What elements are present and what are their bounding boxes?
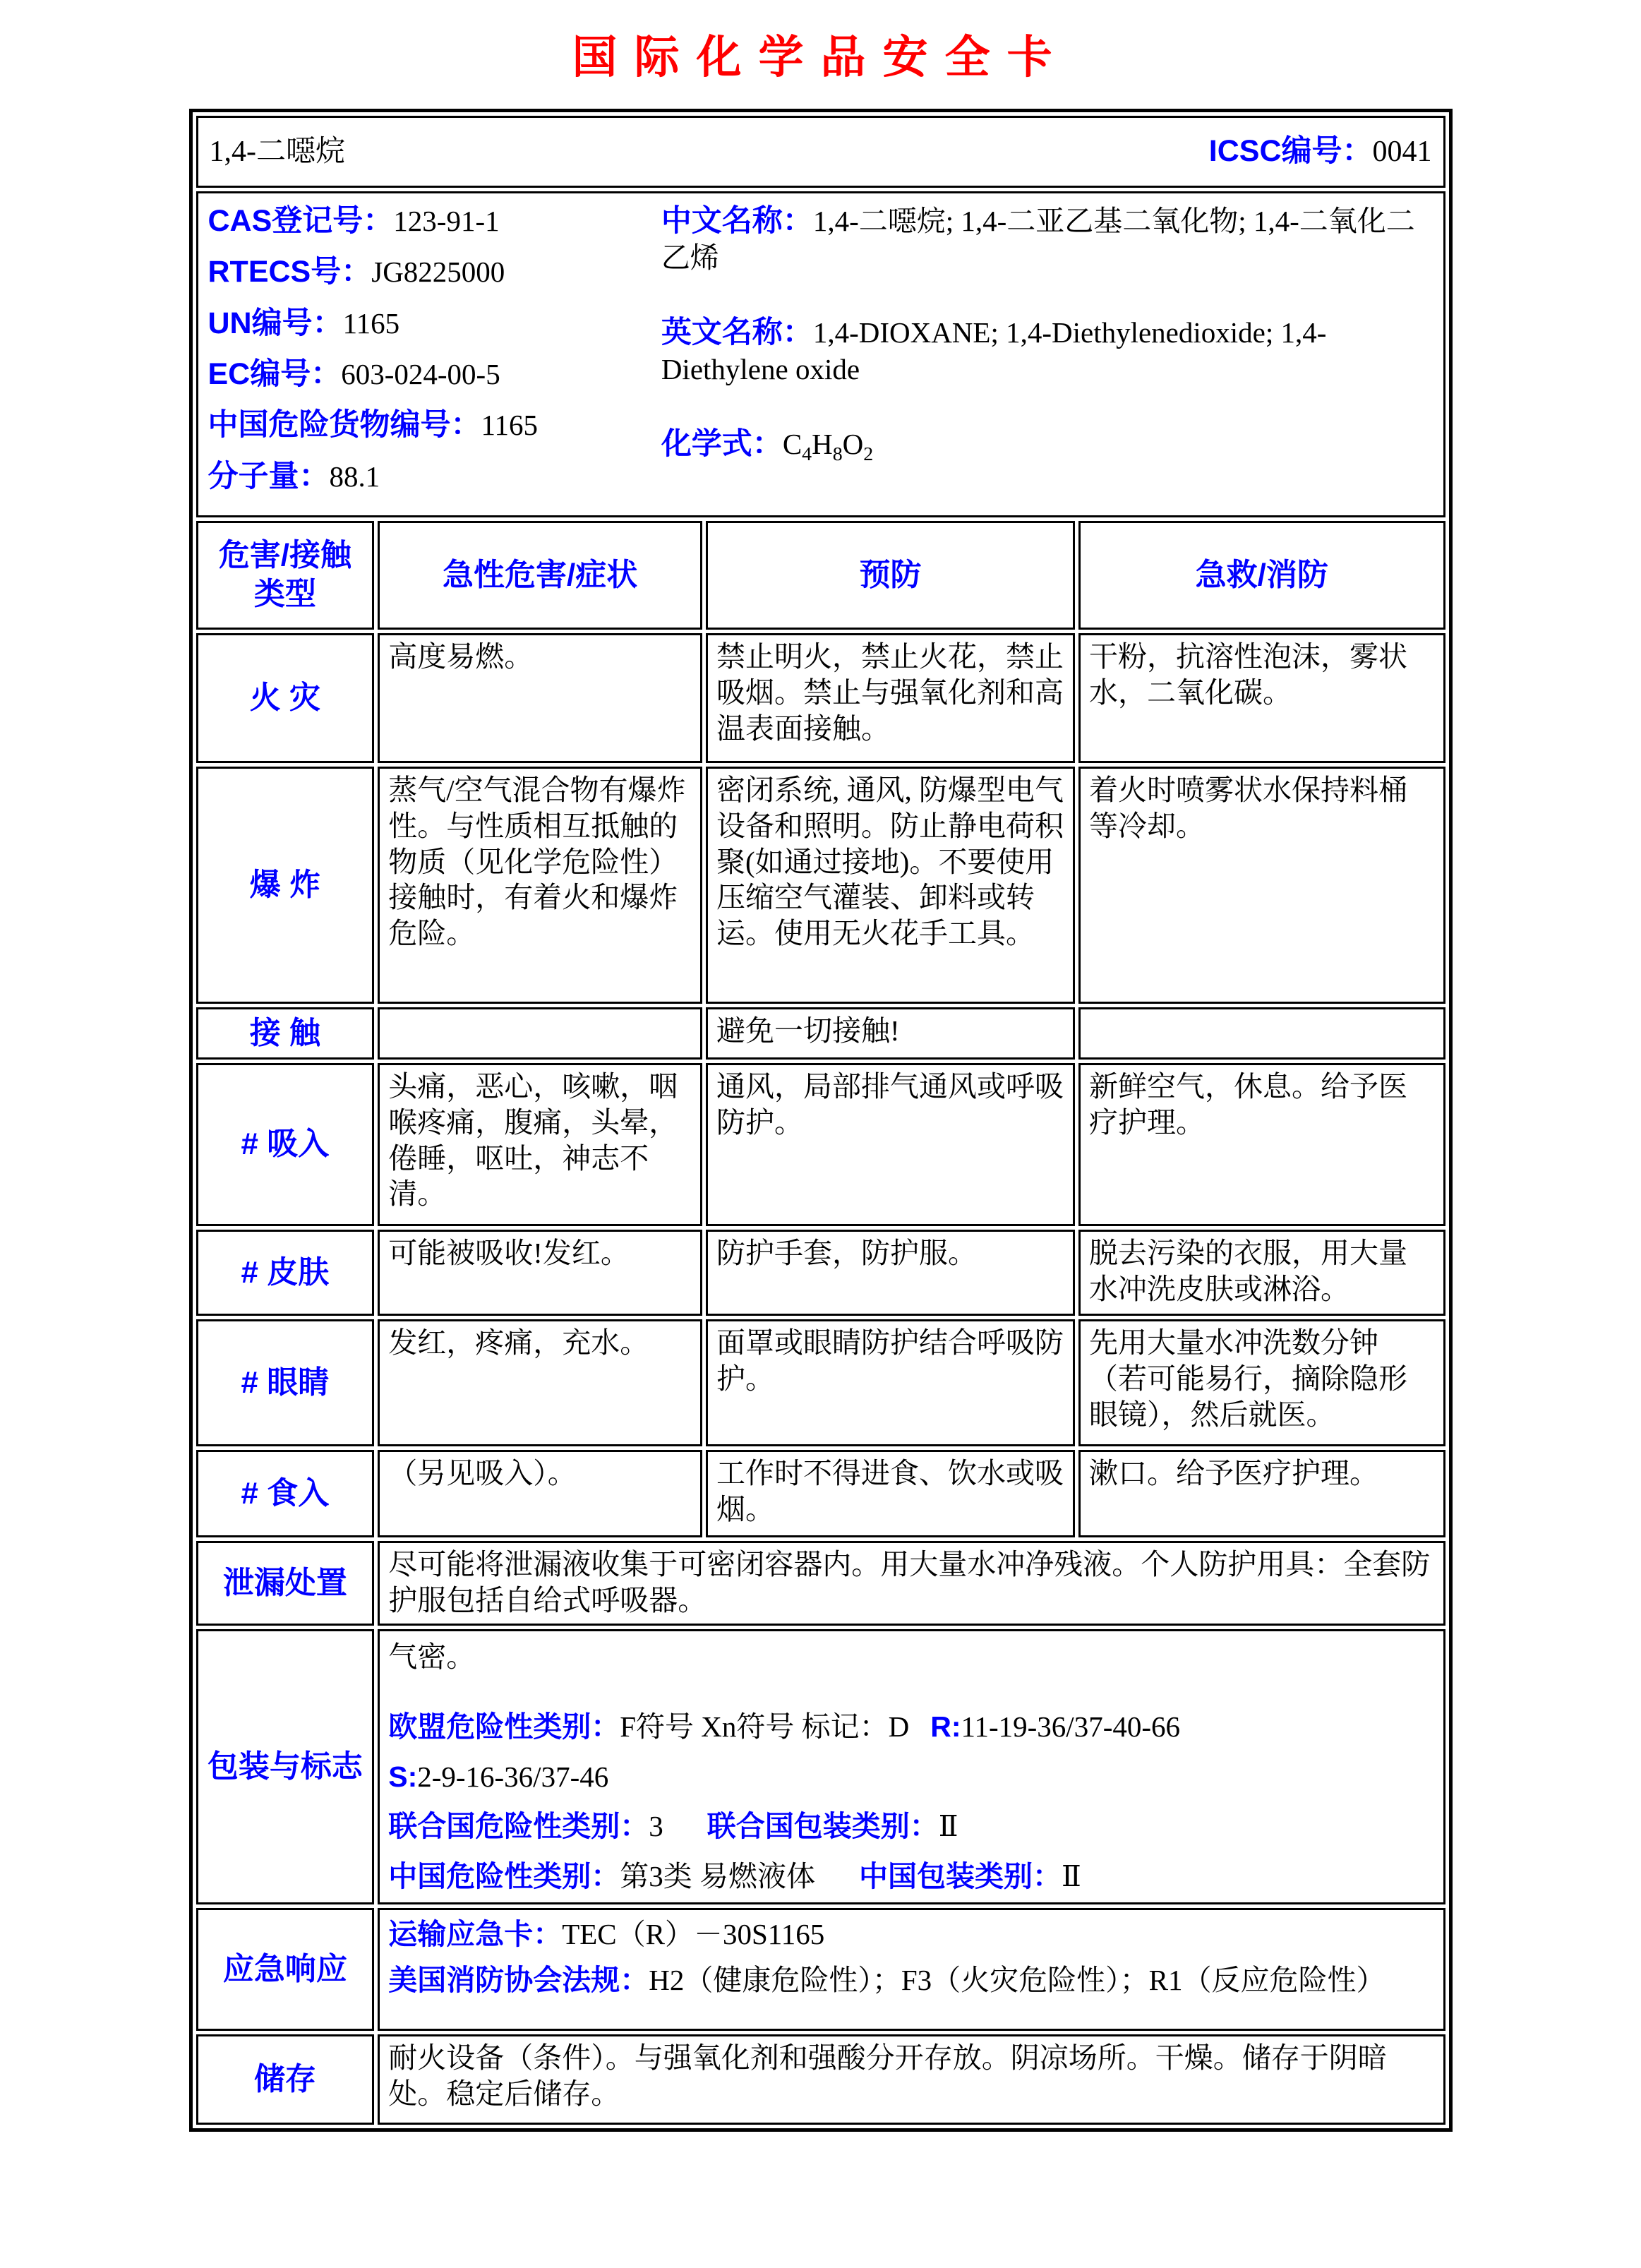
eyes-firstaid-cell: 先用大量水冲洗数分钟（若可能易行，摘除隐形眼镜），然后就医。: [1078, 1319, 1445, 1446]
fire-row-label: 火 灾: [196, 633, 375, 763]
skin-hazard-cell: 可能被吸收!发红。: [378, 1230, 702, 1316]
row-packaging-labelling: [196, 1629, 1445, 1904]
icsc-number-value: 0041: [1372, 136, 1432, 169]
icsc-card: [189, 109, 1453, 2132]
r-phrases-label: R:: [930, 1710, 961, 1743]
english-name: [661, 314, 1433, 388]
name-list: [661, 203, 1433, 509]
un-hazard-class-value: 3: [649, 1810, 663, 1843]
storage-row-label: 储存: [196, 2034, 375, 2125]
cn-classification-line: [388, 1859, 1434, 1895]
eu-classification-label: 欧盟危险性类别：: [388, 1710, 620, 1743]
row-eyes: [196, 1319, 1445, 1446]
column-header-prevention: 预防: [706, 521, 1075, 630]
cn-hazard-class-label: 中国危险性类别：: [388, 1860, 620, 1893]
cn-packing-group-value: Ⅱ: [1061, 1860, 1081, 1893]
packaging-airtight: 气密。: [388, 1640, 476, 1673]
eyes-row-label: # 眼睛: [196, 1319, 375, 1446]
un-hazard-class-label: 联合国危险性类别：: [388, 1810, 649, 1843]
un-packing-group-label: 联合国包装类别：: [707, 1810, 939, 1843]
china-dangerous-goods-number-label: 中国危险货物编号：: [208, 408, 481, 443]
ingestion-hazard-cell: （另见吸入）。: [378, 1450, 702, 1537]
inhalation-firstaid-cell: 新鲜空气，休息。给予医疗护理。: [1078, 1063, 1445, 1226]
ec-number-value: 603-024-00-5: [341, 357, 500, 390]
exposure-hazard-cell: [378, 1007, 702, 1060]
explosion-hazard-cell: 蒸气/空气混合物有爆炸性。与性质相互抵触的物质（见化学危险性）接触时，有着火和爆炸危险。: [378, 767, 702, 1004]
chinese-name-label: 中文名称：: [661, 204, 813, 238]
un-packing-group-value: Ⅱ: [938, 1810, 958, 1843]
chemical-formula-label: 化学式：: [661, 427, 783, 462]
packaging-text-cell: [378, 1629, 1445, 1904]
exposure-firefighting-cell: [1078, 1007, 1445, 1060]
row-skin: [196, 1230, 1445, 1316]
ingestion-prevention-cell: 工作时不得进食、饮水或吸烟。: [706, 1450, 1075, 1537]
chinese-name: [661, 203, 1433, 276]
emergency-text-cell: [378, 1908, 1445, 2031]
chinese-name-value: 1,4-二噁烷; 1,4-二亚乙基二氧化物; 1,4-二氧化二乙烯: [661, 205, 1415, 275]
fire-hazard-cell: 高度易燃。: [378, 633, 702, 763]
skin-row-label: # 皮肤: [196, 1230, 375, 1316]
row-inhalation: [196, 1063, 1445, 1226]
row-ingestion: [196, 1450, 1445, 1537]
icsc-number-label: ICSC编号：: [1208, 134, 1373, 169]
inhalation-prevention-cell: 通风，局部排气通风或呼吸防护。: [706, 1063, 1075, 1226]
un-number-label: UN编号：: [208, 306, 343, 340]
identification-cell: [196, 191, 1445, 517]
rtecs-number-label: RTECS号：: [208, 255, 372, 289]
column-header-acute-hazards: 急性危害/症状: [378, 521, 702, 630]
storage-text-cell: 耐火设备（条件）。与强氧化剂和强酸分开存放。阴凉场所。干燥。储存于阴暗处。稳定后储存。: [378, 2034, 1445, 2125]
rtecs-number-value: JG8225000: [371, 256, 505, 289]
cas-number-value: 123-91-1: [393, 205, 500, 237]
chemical-formula: $C_4H_8O_2$: [782, 428, 874, 466]
page-title: 国际化学品安全卡: [572, 32, 1069, 83]
eu-classification-value: F符号 Xn符号 标记：D: [620, 1710, 910, 1743]
row-storage: [196, 2034, 1445, 2125]
spill-row-label: 泄漏处置: [196, 1541, 375, 1626]
eu-classification-line: [388, 1709, 1434, 1745]
name-strip-cell: [196, 116, 1445, 188]
explosion-firefighting-cell: 着火时喷雾状水保持料桶等冷却。: [1078, 767, 1445, 1004]
column-header-first-aid: 急救/消防: [1078, 521, 1445, 630]
row-explosion: [196, 767, 1445, 1004]
inhalation-hazard-cell: 头痛，恶心，咳嗽，咽喉疼痛，腹痛，头晕，倦睡，呕吐，神志不清。: [378, 1063, 702, 1226]
nfpa-code-value: H2（健康危险性）；F3（火灾危险性）；R1（反应危险性）: [649, 1963, 1385, 1996]
english-name-label: 英文名称：: [661, 316, 813, 350]
china-dangerous-goods-number-value: 1165: [481, 409, 538, 442]
nfpa-code-line: [388, 1962, 1434, 1998]
english-name-value: 1,4-DIOXANE; 1,4-Diethylenedioxide; 1,4-Diethylene oxide: [661, 316, 1327, 386]
transport-emergency-card-line: [388, 1916, 1434, 1952]
ec-number-label: EC编号：: [208, 356, 342, 391]
column-header-hazard-type: 危害/接触类型: [196, 521, 375, 630]
row-spill-disposal: [196, 1541, 1445, 1626]
cas-number-label: CAS登记号：: [208, 204, 394, 238]
table-header-row: [196, 521, 1445, 630]
row-emergency-response: [196, 1908, 1445, 2031]
cn-hazard-class-value: 第3类 易燃液体: [620, 1860, 815, 1893]
spill-text-cell: 尽可能将泄漏液收集于可密闭容器内。用大量水冲净残液。个人防护用具：全套防护服包括自给式呼吸器。: [378, 1541, 1445, 1626]
explosion-prevention-cell: 密闭系统, 通风, 防爆型电气设备和照明。防止静电荷积聚(如通过接地)。不要使用压缩空气灌装、卸料或转运。使用无火花手工具。: [706, 767, 1075, 1004]
ingestion-firstaid-cell: 漱口。给予医疗护理。: [1078, 1450, 1445, 1537]
china-dangerous-goods-number: [208, 407, 661, 444]
molecular-weight: [208, 458, 661, 496]
inhalation-row-label: # 吸入: [196, 1063, 375, 1226]
un-classification-line: [388, 1808, 1434, 1844]
rtecs-number: [208, 253, 661, 291]
nfpa-code-label: 美国消防协会法规：: [388, 1963, 649, 1996]
fire-prevention-cell: 禁止明火，禁止火花，禁止吸烟。禁止与强氧化剂和高温表面接触。: [706, 633, 1075, 763]
name-strip-row: [196, 116, 1445, 188]
cn-packing-group-label: 中国包装类别：: [858, 1860, 1062, 1893]
s-phrases-label: S:: [388, 1760, 418, 1793]
ingestion-row-label: # 食入: [196, 1450, 375, 1537]
row-exposure: [196, 1007, 1445, 1060]
exposure-row-label: 接 触: [196, 1007, 375, 1060]
fire-firefighting-cell: 干粉，抗溶性泡沫，雾状水，二氧化碳。: [1078, 633, 1445, 763]
name-strip: [207, 133, 1435, 170]
packaging-row-label: 包装与标志: [196, 1629, 375, 1904]
molecular-weight-value: 88.1: [329, 460, 380, 493]
un-number: [208, 305, 661, 342]
skin-firstaid-cell: 脱去污染的衣服，用大量水冲洗皮肤或淋浴。: [1078, 1230, 1445, 1316]
transport-emergency-card-value: TEC（R）－30S1165: [562, 1918, 825, 1951]
s-phrases-value: 2-9-16-36/37-46: [417, 1760, 609, 1793]
skin-prevention-cell: 防护手套，防护服。: [706, 1230, 1075, 1316]
eyes-hazard-cell: 发红，疼痛，充水。: [378, 1319, 702, 1446]
row-fire: [196, 633, 1445, 763]
identification-row: [196, 191, 1445, 517]
identification-block: [207, 197, 1435, 512]
emergency-row-label: 应急响应: [196, 1908, 375, 2031]
chemical-formula-line: [661, 426, 1433, 467]
chemical-name: 1,4-二噁烷: [209, 135, 345, 168]
transport-emergency-card-label: 运输应急卡：: [388, 1918, 563, 1951]
s-phrases-line: [388, 1759, 1434, 1795]
eyes-prevention-cell: 面罩或眼睛防护结合呼吸防护。: [706, 1319, 1075, 1446]
cas-number: [208, 203, 661, 240]
identifier-list: [208, 203, 661, 509]
ec-number: [208, 356, 661, 393]
r-phrases-value: 11-19-36/37-40-66: [961, 1710, 1180, 1743]
icsc-number: [1209, 133, 1432, 170]
exposure-prevention-cell: 避免一切接触!: [706, 1007, 1075, 1060]
molecular-weight-label: 分子量：: [208, 459, 330, 493]
un-number-value: 1165: [342, 306, 400, 340]
explosion-row-label: 爆 炸: [196, 767, 375, 1004]
